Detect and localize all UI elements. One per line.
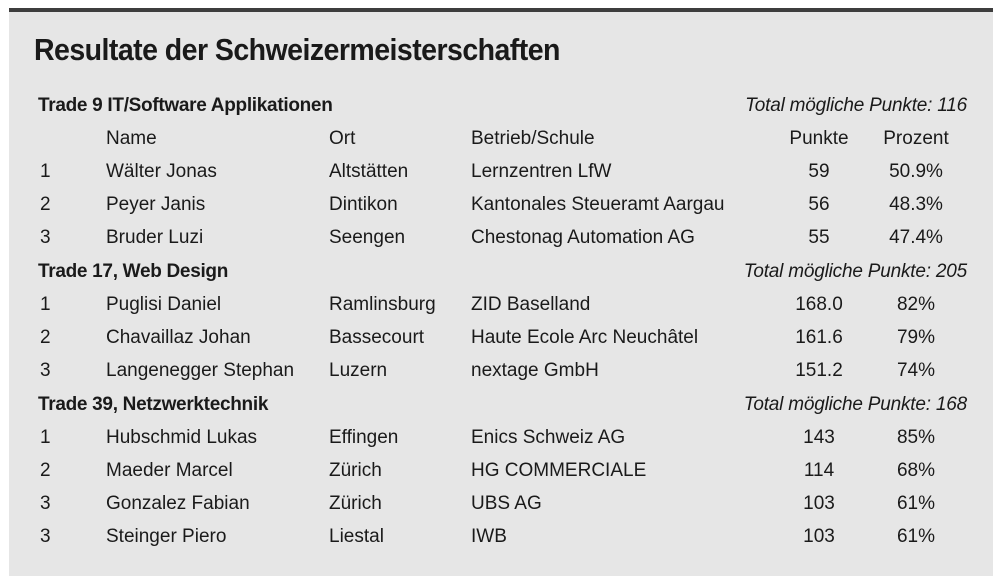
ort: Seengen (329, 227, 406, 248)
name: Peyer Janis (106, 194, 206, 215)
trade-total-points: Total mögliche Punkte: 168 (743, 394, 967, 415)
trade-header (9, 387, 993, 420)
ort: Bassecourt (329, 327, 425, 348)
results-panel (9, 8, 993, 576)
punkte: 56 (808, 194, 830, 215)
name: Chavaillaz Johan (106, 327, 251, 348)
ort: Dintikon (329, 194, 398, 215)
column-header-name: Name (106, 128, 157, 149)
prozent: 82% (896, 294, 936, 315)
rank: 3 (40, 227, 51, 248)
rank: 3 (40, 360, 51, 381)
ort: Zürich (329, 493, 382, 514)
name: Steinger Piero (106, 526, 227, 547)
prozent: 68% (896, 460, 936, 481)
table-row (9, 454, 993, 487)
punkte: 168.0 (795, 294, 843, 315)
rank: 2 (40, 194, 51, 215)
name: Wälter Jonas (106, 161, 217, 182)
betrieb: UBS AG (471, 493, 542, 514)
ort: Zürich (329, 460, 382, 481)
trade-total-points: Total mögliche Punkte: 116 (745, 95, 967, 116)
prozent: 50.9% (889, 161, 943, 182)
table-row (9, 221, 993, 254)
betrieb: Lernzentren LfW (471, 161, 612, 182)
table-row (9, 155, 993, 188)
punkte: 161.6 (795, 327, 843, 348)
name: Maeder Marcel (106, 460, 233, 481)
table-row (9, 321, 993, 354)
ort: Ramlinsburg (329, 294, 436, 315)
punkte: 55 (808, 227, 830, 248)
name: Puglisi Daniel (106, 294, 222, 315)
trade-name: Trade 9 IT/Software Applikationen (38, 95, 333, 116)
prozent: 47.4% (889, 227, 943, 248)
name: Bruder Luzi (106, 227, 204, 248)
column-header-punkte: Punkte (789, 128, 849, 149)
betrieb: Haute Ecole Arc Neuchâtel (471, 327, 699, 348)
betrieb: IWB (471, 526, 507, 547)
trade-name: Trade 17, Web Design (38, 261, 229, 282)
trade-header (9, 254, 993, 287)
table-row (9, 354, 993, 387)
betrieb: Kantonales Steueramt Aargau (471, 194, 725, 215)
ort: Liestal (329, 526, 384, 547)
name: Langenegger Stephan (106, 360, 295, 381)
prozent: 79% (896, 327, 936, 348)
prozent: 74% (896, 360, 936, 381)
punkte: 114 (803, 460, 835, 481)
rank: 2 (40, 460, 51, 481)
rank: 2 (40, 327, 51, 348)
name: Gonzalez Fabian (106, 493, 250, 514)
betrieb: Enics Schweiz AG (471, 427, 626, 448)
prozent: 61% (896, 526, 936, 547)
betrieb: nextage GmbH (471, 360, 599, 381)
table-row (9, 487, 993, 520)
rank: 3 (40, 526, 51, 547)
prozent: 85% (896, 427, 936, 448)
trade-total-points: Total mögliche Punkte: 205 (743, 261, 967, 282)
name: Hubschmid Lukas (106, 427, 258, 448)
ort: Luzern (329, 360, 388, 381)
rank: 1 (40, 161, 51, 182)
table-row (9, 188, 993, 221)
prozent: 61% (896, 493, 936, 514)
column-header-betrieb: Betrieb/Schule (471, 128, 595, 149)
betrieb: HG COMMERCIALE (471, 460, 647, 481)
trade-header (9, 88, 993, 121)
table-row (9, 288, 993, 321)
punkte: 59 (808, 161, 830, 182)
page-title: Resultate der Schweizermeisterschaften (34, 32, 560, 67)
ort: Effingen (329, 427, 399, 448)
punkte: 103 (803, 493, 835, 514)
rank: 1 (40, 294, 51, 315)
column-header-row (9, 122, 993, 155)
rank: 3 (40, 493, 51, 514)
rank: 1 (40, 427, 51, 448)
column-header-ort: Ort (329, 128, 356, 149)
trade-name: Trade 39, Netzwerktechnik (38, 394, 269, 415)
betrieb: Chestonag Automation AG (471, 227, 695, 248)
table-row (9, 421, 993, 454)
betrieb: ZID Baselland (471, 294, 591, 315)
punkte: 143 (803, 427, 835, 448)
column-header-prozent: Prozent (883, 128, 949, 149)
table-row (9, 520, 993, 553)
ort: Altstätten (329, 161, 409, 182)
punkte: 151.2 (795, 360, 843, 381)
prozent: 48.3% (889, 194, 943, 215)
punkte: 103 (803, 526, 835, 547)
